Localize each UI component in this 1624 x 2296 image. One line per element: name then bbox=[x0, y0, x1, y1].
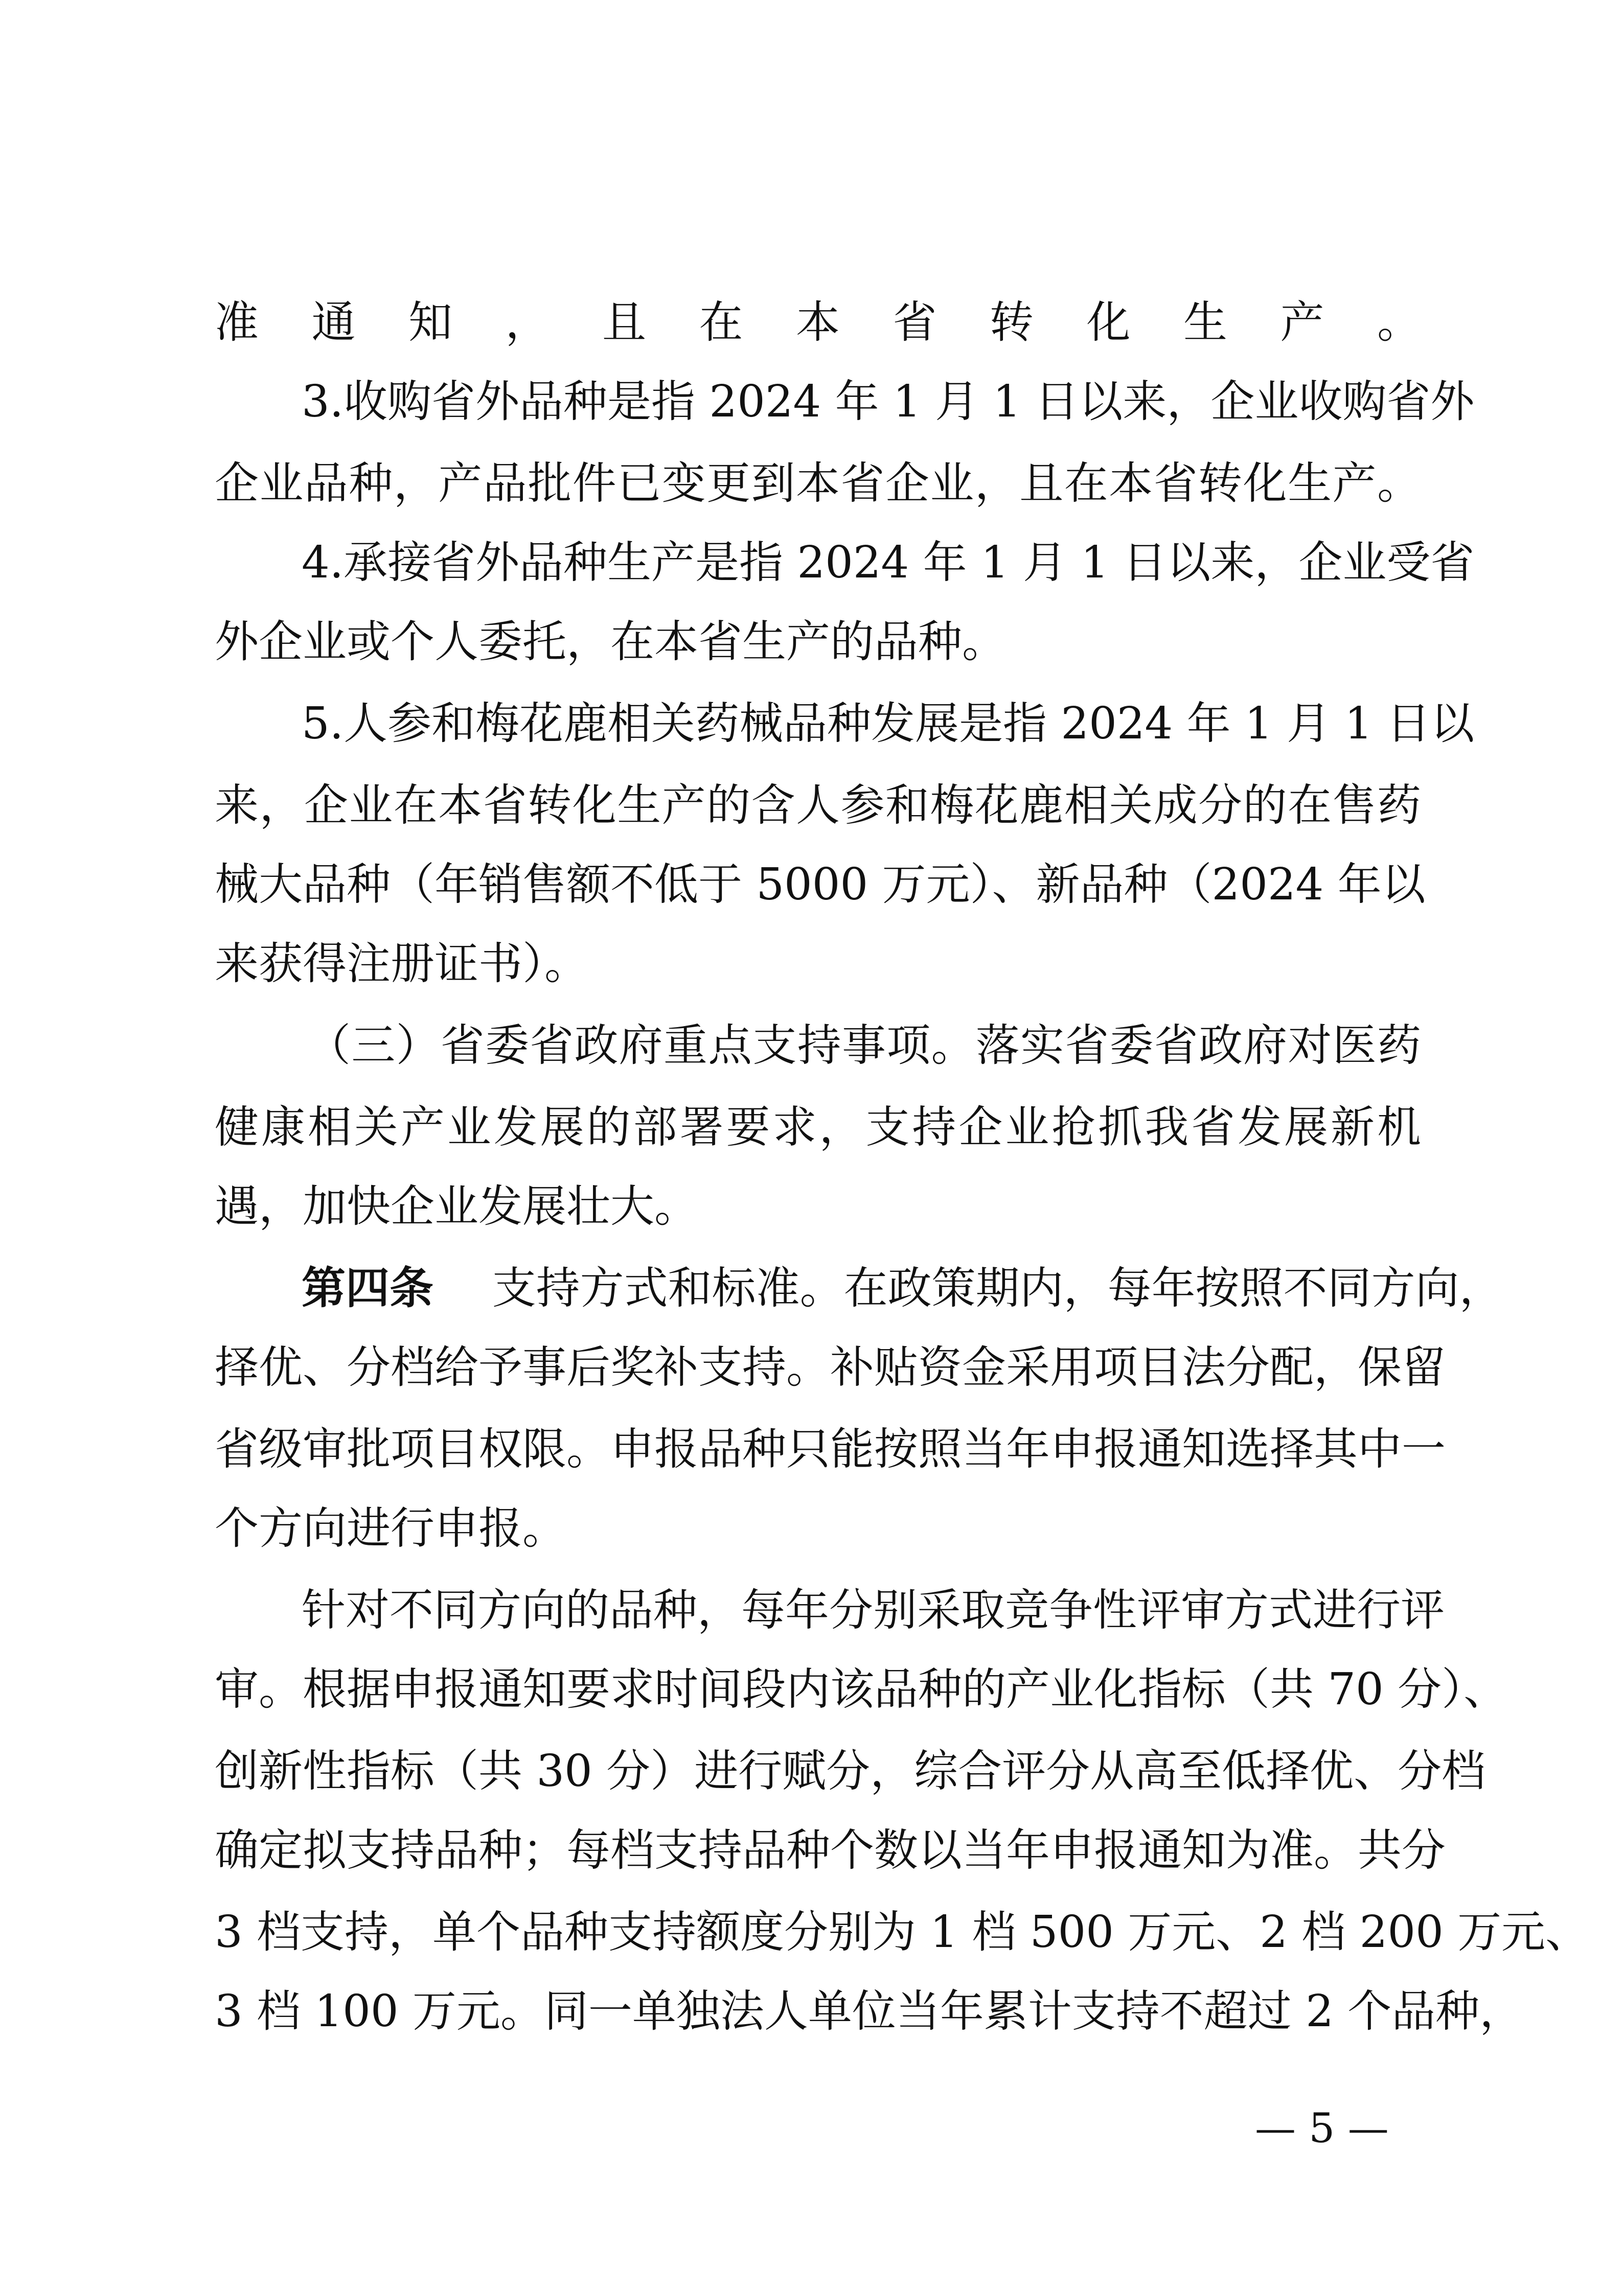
text-line: 个方向进行申报。 bbox=[215, 1503, 566, 1554]
text-line: 械大品种（年销售额不低于 5000 万元）、新品种（2024 年以 bbox=[215, 859, 1426, 910]
text-line: 3.收购省外品种是指 2024 年 1 月 1 日以来，企业收购省外 bbox=[302, 376, 1475, 427]
article-heading-text: 支持方式和标准。在政策期内，每年按照不同方向， bbox=[492, 1263, 1503, 1314]
text-line: 3 档支持，单个品种支持额度分别为 1 档 500 万元、2 档 200 万元、 bbox=[215, 1907, 1590, 1958]
text-line: 来，企业在本省转化生产的含人参和梅花鹿相关成分的在售药 bbox=[215, 780, 1421, 831]
text-line: 省级审批项目权限。申报品种只能按照当年申报通知选择其中一 bbox=[215, 1424, 1446, 1475]
text-line: 4.承接省外品种生产是指 2024 年 1 月 1 日以来，企业受省 bbox=[302, 537, 1475, 588]
article-line bbox=[302, 1247, 1503, 1329]
section-heading-line: （三）省委省政府重点支持事项。落实省委省政府对医药 bbox=[307, 1020, 1421, 1071]
text-line: 审。根据申报通知要求时间段内该品种的产业化指标（共 70 分）、 bbox=[215, 1664, 1508, 1715]
text-line: 外企业或个人委托，在本省生产的品种。 bbox=[215, 616, 1006, 667]
text-line: 企业品种，产品批件已变更到本省企业，且在本省转化生产。 bbox=[215, 458, 1421, 509]
text-line: 3 档 100 万元。同一单独法人单位当年累计支持不超过 2 个品种， bbox=[215, 1986, 1524, 2037]
text-line: 准通知，且在本省转化生产。 bbox=[215, 297, 1421, 348]
text-line: 针对不同方向的品种，每年分别采取竞争性评审方式进行评 bbox=[302, 1585, 1445, 1636]
text-line: 来获得注册证书）。 bbox=[215, 938, 588, 989]
article-heading: 第四条 bbox=[302, 1262, 433, 1314]
text-line: 健康相关产业发展的部署要求，支持企业抢抓我省发展新机 bbox=[215, 1102, 1421, 1153]
text-line: 择优、分档给予事后奖补支持。补贴资金采用项目法分配，保留 bbox=[215, 1342, 1446, 1393]
text-line: 遇，加快企业发展壮大。 bbox=[215, 1181, 698, 1232]
text-line: 5.人参和梅花鹿相关药械品种发展是指 2024 年 1 月 1 日以 bbox=[302, 698, 1475, 749]
page-number: — 5 — bbox=[1255, 2104, 1389, 2152]
text-line: 确定拟支持品种；每档支持品种个数以当年申报通知为准。共分 bbox=[215, 1825, 1446, 1876]
text-line: 创新性指标（共 30 分）进行赋分，综合评分从高至低择优、分档 bbox=[215, 1746, 1486, 1797]
